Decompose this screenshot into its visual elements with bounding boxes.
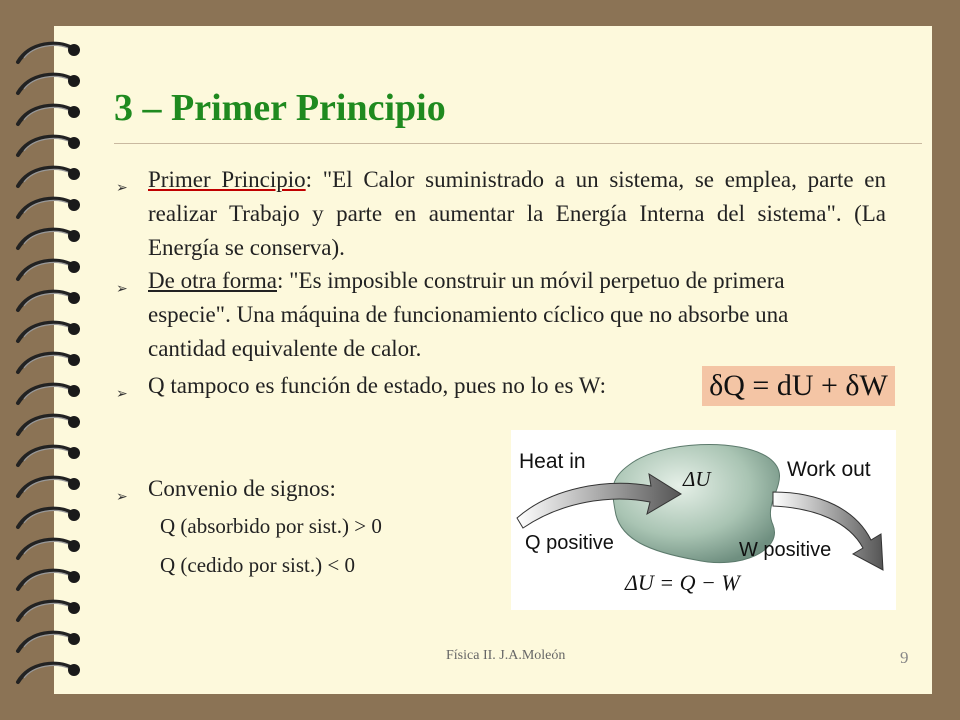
binding-hole: [68, 354, 80, 366]
binding-hole: [68, 571, 80, 583]
binding-hole: [68, 385, 80, 397]
page-number: 9: [900, 648, 909, 667]
binding-hole: [68, 540, 80, 552]
binding-hole: [68, 261, 80, 273]
label-equation: ΔU = Q − W: [625, 570, 740, 595]
sign-line-released: Q (cedido por sist.) < 0: [160, 553, 355, 577]
label-q-positive: Q positive: [525, 532, 614, 554]
term-primer-principio: Primer Principio: [148, 167, 306, 192]
label-work-out: Work out: [787, 458, 871, 481]
title-divider: [114, 143, 922, 144]
binding-hole: [68, 447, 80, 459]
binding-hole: [68, 168, 80, 180]
binding-hole: [68, 633, 80, 645]
binding-hole: [68, 664, 80, 676]
binding-hole: [68, 106, 80, 118]
binding-hole: [68, 137, 80, 149]
bullet-text: [148, 163, 886, 265]
binding-hole: [68, 323, 80, 335]
label-w-positive: W positive: [739, 539, 832, 561]
first-law-formula: δQ = dU + δW: [702, 366, 895, 406]
binding-hole: [68, 602, 80, 614]
arrow-bullet-icon: ➢: [116, 386, 128, 402]
slide-title: 3 – Primer Principio: [114, 87, 446, 129]
binding-hole: [68, 199, 80, 211]
arrow-bullet-icon: ➢: [116, 489, 128, 505]
label-heat-in: Heat in: [519, 450, 586, 473]
bullet-body: : "Es imposible construir un móvil perpetuo de primera especie". Una máquina de funcionamiento cíclico que no absorbe una cantidad equivalente de calor.: [148, 268, 789, 361]
arrow-bullet-icon: ➢: [116, 281, 128, 297]
footer-author: Física II. J.A.Moleón: [446, 648, 566, 663]
first-law-diagram: [511, 430, 896, 610]
label-delta-u: ΔU: [683, 467, 711, 491]
bullet-text: Convenio de signos:: [148, 476, 336, 501]
binding-hole: [68, 44, 80, 56]
binding-hole: [68, 75, 80, 87]
binding-hole: [68, 478, 80, 490]
sign-line-absorbed: Q (absorbido por sist.) > 0: [160, 514, 382, 538]
binding-hole: [68, 509, 80, 521]
bullet-body: : "El Calor suministrado a un sistema, se emplea, parte en realizar Trabajo y parte en aumentar la Energía Interna del sistema". (La Energía se conserva).: [148, 167, 886, 260]
binding-hole: [68, 292, 80, 304]
binding-hole: [68, 416, 80, 428]
bullet-text: Q tampoco es función de estado, pues no lo es W:: [148, 373, 606, 398]
binding-hole: [68, 230, 80, 242]
bullet-text: [148, 264, 838, 366]
diagram-svg: [511, 430, 896, 610]
arrow-bullet-icon: ➢: [116, 180, 128, 196]
term-de-otra-forma: De otra forma: [148, 268, 277, 293]
